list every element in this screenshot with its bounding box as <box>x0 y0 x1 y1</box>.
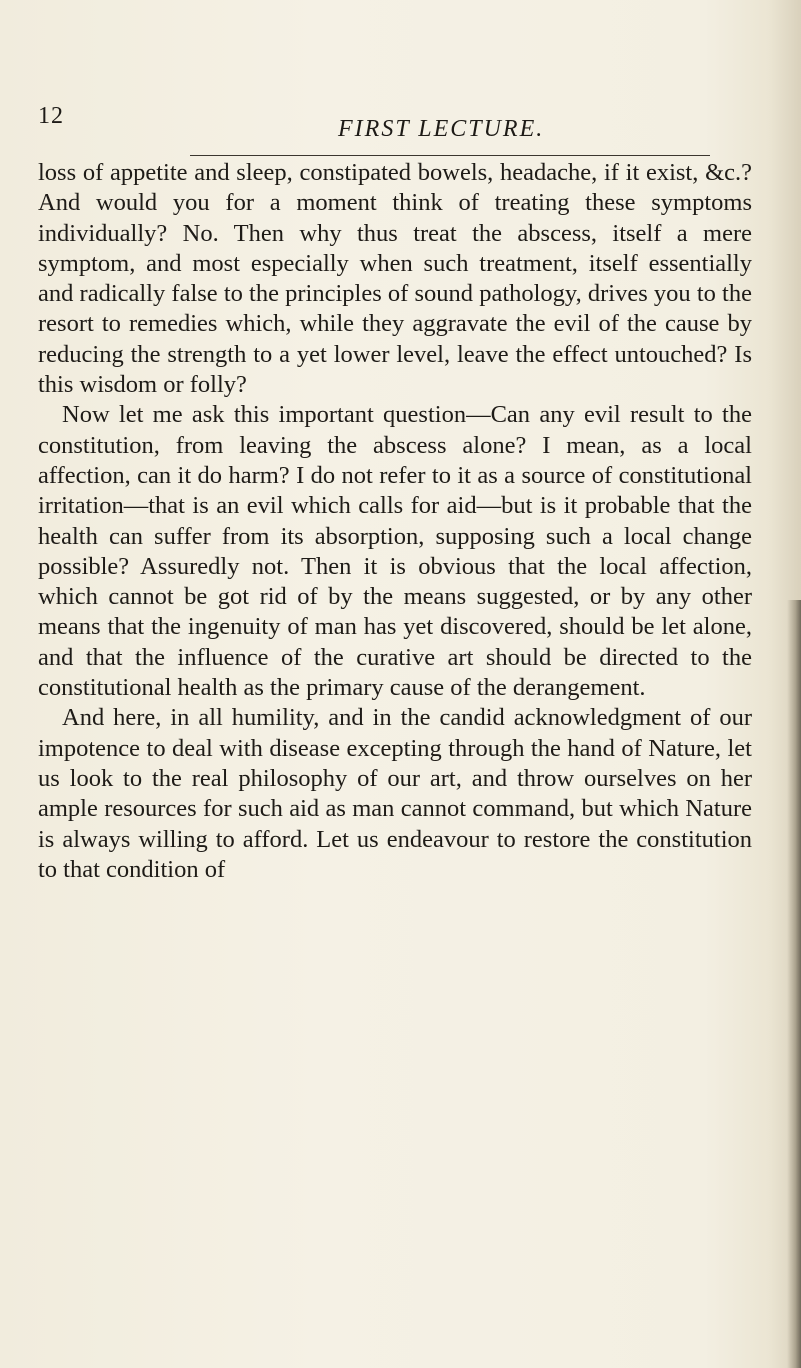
paragraph-1: loss of appetite and sleep, constipated bowels, headache, if it exist, &c.? And would you for a moment think of treating these symptoms individually? No. Then why thus treat the abscess, itself a mere symptom, and most especially when such treatment, itself essentially and radically false to the principles of sound pathology, drives you to the resort to remedies which, while they aggravate the evil of the cause by reducing the strength to a yet lower level, leave the effect untouched? Is this wisdom or folly? <box>38 159 752 399</box>
body-text <box>38 158 752 885</box>
running-head: FIRST LECTURE. <box>338 116 545 142</box>
paragraph-3: And here, in all humility, and in the candid acknowledgment of our impotence to deal with disease excepting through the hand of Nature, let us look to the real philosophy of our art, and throw ourselves on her ample resources for such aid as man cannot command, but which Nature is always willing to afford. Let us endeavour to restore the constitution to that condition of <box>38 704 752 883</box>
page-number: 12 <box>38 103 64 129</box>
paragraph-2: Now let me ask this important question—Can any evil result to the constitution, from leaving the abscess alone? I mean, as a local affection, can it do harm? I do not refer to it as a source of constitutional irritation—that is an evil which calls for aid—but is it probable that the health can suffer from its absorption, supposing such a local change possible? Assuredly not. Then it is obvious that the local affection, which cannot be got rid of by the means suggested, or by any other means that the ingenuity of man has yet discovered, should be let alone, and that the influence of the curative art should be directed to the constitutional health as the primary cause of the derangement. <box>38 401 752 702</box>
page-edge-shadow <box>787 600 801 1368</box>
header-rule <box>190 155 710 156</box>
